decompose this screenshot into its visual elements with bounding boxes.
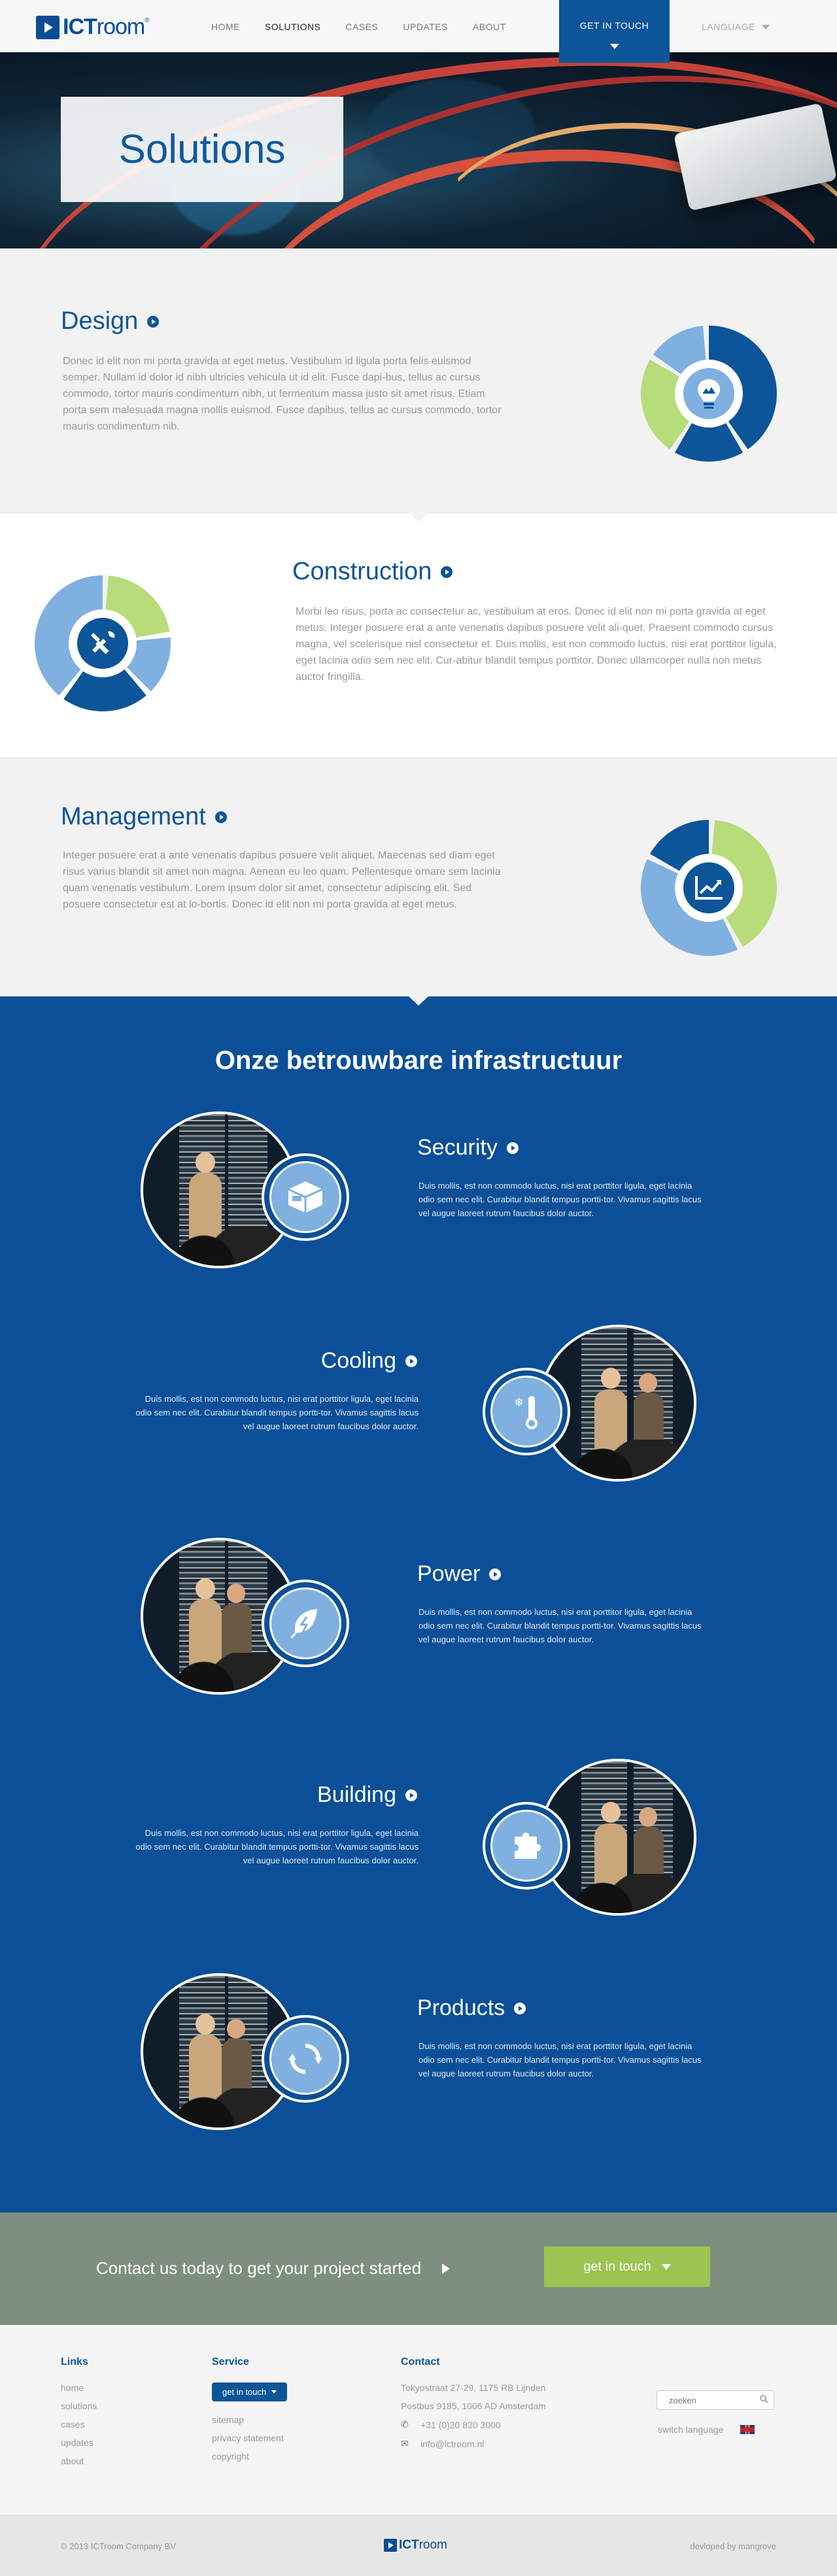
address-line-2: Postbus 9185, 1006 AD Amsterdam <box>401 2401 546 2411</box>
lightbulb-icon <box>692 375 725 412</box>
footer-link-home[interactable]: home <box>61 2382 84 2393</box>
phone-row[interactable]: ✆ +31 (0)20 820 3000 <box>401 2419 501 2430</box>
footer-logo[interactable]: ICTroom <box>384 2538 447 2552</box>
chevron-down-icon <box>610 44 619 49</box>
search-input[interactable] <box>657 2391 749 2409</box>
cta-get-in-touch-button[interactable]: get in touch <box>544 2246 710 2287</box>
security-text: Duis mollis, est non commodo luctus, nisi erat porttitor ligula, eget lacinia odio sem nec elit. Curabitur blandit tempus portti-tor. Vivamus sagittis lacus vel augue laoreet rutrum faucibus dolor auctor. <box>418 1181 702 1218</box>
get-in-touch-button[interactable]: GET IN TOUCH <box>559 0 670 63</box>
design-ring-graphic <box>641 326 777 462</box>
nav-solutions[interactable]: SOLUTIONS <box>265 22 321 32</box>
refresh-icon <box>286 2039 325 2078</box>
logo-play-icon <box>384 2539 397 2552</box>
management-ring-graphic <box>641 820 777 956</box>
search-box <box>657 2390 774 2410</box>
infrastructure-title: Onze betrouwbare infrastructuur <box>214 1046 623 1075</box>
main-nav <box>211 22 531 32</box>
cooling-heading[interactable]: Cooling <box>321 1348 417 1374</box>
site-header <box>0 0 837 52</box>
uk-flag-icon <box>740 2425 755 2434</box>
hero-title-box <box>61 97 343 202</box>
email-row[interactable]: ✉ info@ictroom.nl <box>401 2438 485 2449</box>
nav-about[interactable]: ABOUT <box>472 22 506 32</box>
nav-home[interactable]: HOME <box>211 22 240 32</box>
nav-updates[interactable]: UPDATES <box>403 22 448 32</box>
site-logo[interactable]: ICTroom ® <box>36 14 150 40</box>
construction-text: Morbi leo risus, porta ac consectetur ac, vestibulum at eros. Donec id elit non mi porta gravida at eget metus. Integer posuere erat a ante venenatis dapibus posuere velit ali-quet. Praesent commodo cursus magna, vel scelerisque nisl consectetur et. Duis mollis, est non commodo luctus, nisi erat porttitor ligula, eget lacinia odio sem nec elit. Cur-abitur blandit tempus porttitor. Donec ullamcorper nulla non metus auctor fringilla. <box>296 606 777 683</box>
call-to-action-bar <box>0 2212 837 2325</box>
power-text: Duis mollis, est non commodo luctus, nisi erat porttitor ligula, eget lacinia odio sem nec elit. Curabitur blandit tempus portti-tor. Vivamus sagittis lacus vel augue laoreet rutrum faucibus dolor auctor. <box>418 1607 702 1644</box>
building-text: Duis mollis, est non commodo luctus, nisi erat porttitor ligula, eget lacinia odio sem nec elit. Curabitur blandit tempus portti-tor. Vivamus sagittis lacus vel augue laoreet rutrum faucibus dolor auctor. <box>135 1828 418 1865</box>
chevron-down-icon <box>271 2390 277 2394</box>
footer-link-about[interactable]: about <box>61 2456 84 2466</box>
arrow-right-icon <box>442 2263 450 2274</box>
footer-link-cases[interactable]: cases <box>61 2419 85 2430</box>
arrow-right-icon <box>215 811 227 823</box>
bottom-bar <box>0 2515 837 2576</box>
chevron-down-icon <box>662 2264 671 2270</box>
footer-link-updates[interactable]: updates <box>61 2437 94 2448</box>
chart-icon <box>692 873 725 902</box>
footer-get-in-touch-button[interactable]: get in touch <box>212 2382 287 2401</box>
power-leaf-icon <box>287 1605 324 1642</box>
section-design <box>0 248 837 513</box>
section-management <box>0 758 837 996</box>
phone-icon: ✆ <box>401 2419 409 2430</box>
footer-link-sitemap[interactable]: sitemap <box>212 2415 245 2425</box>
switch-language-link[interactable]: switch language <box>658 2424 755 2435</box>
address-line-1: Tokyostraat 27-29, 1175 RB Lijnden <box>401 2382 546 2393</box>
site-footer <box>0 2325 837 2515</box>
construction-heading[interactable]: Construction <box>292 558 453 586</box>
footer-service-column: Service get in touch sitemap privacy statement copyright <box>212 2356 287 2469</box>
products-heading[interactable]: Products <box>417 1995 526 2021</box>
construction-ring-graphic <box>35 575 171 711</box>
copyright-text: © 2013 ICTroom Company BV <box>61 2541 177 2551</box>
cta-text: Contact us today to get your project started <box>96 2258 450 2279</box>
puzzle-icon <box>508 1827 545 1864</box>
cooling-icon-circle <box>483 1368 570 1455</box>
arrow-right-icon <box>489 1568 501 1580</box>
footer-contact-column: Contact Tokyostraat 27-29, 1175 RB Lijnden Postbus 9185, 1006 AD Amsterdam ✆ +31 (0)20 820 3000 ✉ info@ictroom.nl <box>401 2356 546 2449</box>
cooling-text: Duis mollis, est non commodo luctus, nisi erat porttitor ligula, eget lacinia odio sem nec elit. Curabitur blandit tempus portti-tor. Vivamus sagittis lacus vel augue laoreet rutrum faucibus dolor auctor. <box>135 1394 418 1431</box>
arrow-right-icon <box>405 1355 417 1367</box>
arrow-right-icon <box>147 316 159 328</box>
section-construction <box>0 513 837 758</box>
developer-credit[interactable]: devloped by mangrove <box>690 2541 776 2551</box>
security-heading[interactable]: Security <box>417 1135 519 1161</box>
building-icon-circle <box>483 1802 570 1890</box>
chevron-down-icon <box>762 25 770 29</box>
logo-text: ICTroom <box>63 14 145 39</box>
security-icon-circle <box>262 1153 349 1241</box>
power-heading[interactable]: Power <box>417 1561 501 1587</box>
hero-banner <box>0 52 837 248</box>
products-text: Duis mollis, est non commodo luctus, nisi erat porttitor ligula, eget lacinia odio sem nec elit. Curabitur blandit tempus portti-tor. Vivamus sagittis lacus vel augue laoreet rutrum faucibus dolor auctor. <box>418 2041 702 2078</box>
footer-link-privacy[interactable]: privacy statement <box>212 2433 284 2443</box>
search-icon[interactable] <box>759 2394 768 2403</box>
page-title: Solutions <box>118 127 286 172</box>
mail-icon: ✉ <box>401 2438 409 2449</box>
arrow-right-icon <box>514 2003 526 2014</box>
nav-cases[interactable]: CASES <box>345 22 379 32</box>
footer-link-copyright[interactable]: copyright <box>212 2451 249 2462</box>
svg-text:❄: ❄ <box>514 1396 524 1410</box>
design-text: Donec id elit non mi porta gravida at eget metus. Vestibulum id ligula porta felis euismod semper. Nullam id dolor id nibh ultricies vehicula ut id elit. Fusce dapi-bus, tellus ac cursus commodo, tortor mauris condimentum nibh, ut fermentum massa justo sit amet risus. Etiam porta sem malesuada magna mollis euismod. Fusce dapibus, tellus ac cursus commodo, tortor mauris condimentum nib. <box>63 356 502 432</box>
management-text: Integer posuere erat a ante venenatis dapibus posuere velit aliquet. Maecenas sed diam eget risus varius blandit sit amet non magna. Aenean eu leo quam. Pellentesque ornare sem lacinia quam venenatis vestibulum. Lorem ipsum dolor sit amet, consectetur adipiscing elit. Sed posuere consectetur est at lo-bortis. Donec id elit non mi porta gravida at eget metus. <box>63 850 501 910</box>
arrow-right-icon <box>507 1142 519 1154</box>
management-heading[interactable]: Management <box>61 803 227 831</box>
language-dropdown[interactable]: LANGUAGE <box>702 22 770 32</box>
security-cube-icon <box>284 1179 326 1215</box>
thermometer-icon <box>510 1391 543 1432</box>
building-heading[interactable]: Building <box>317 1782 417 1808</box>
logo-play-icon <box>36 16 60 39</box>
design-heading[interactable]: Design <box>61 307 159 335</box>
power-icon-circle <box>262 1580 349 1667</box>
arrow-right-icon <box>405 1789 417 1801</box>
footer-links-column: Links home solutions cases updates about <box>61 2356 97 2466</box>
footer-link-solutions[interactable]: solutions <box>61 2401 97 2411</box>
arrow-right-icon <box>441 566 453 578</box>
products-icon-circle <box>262 2015 349 2103</box>
tools-icon <box>86 626 120 660</box>
